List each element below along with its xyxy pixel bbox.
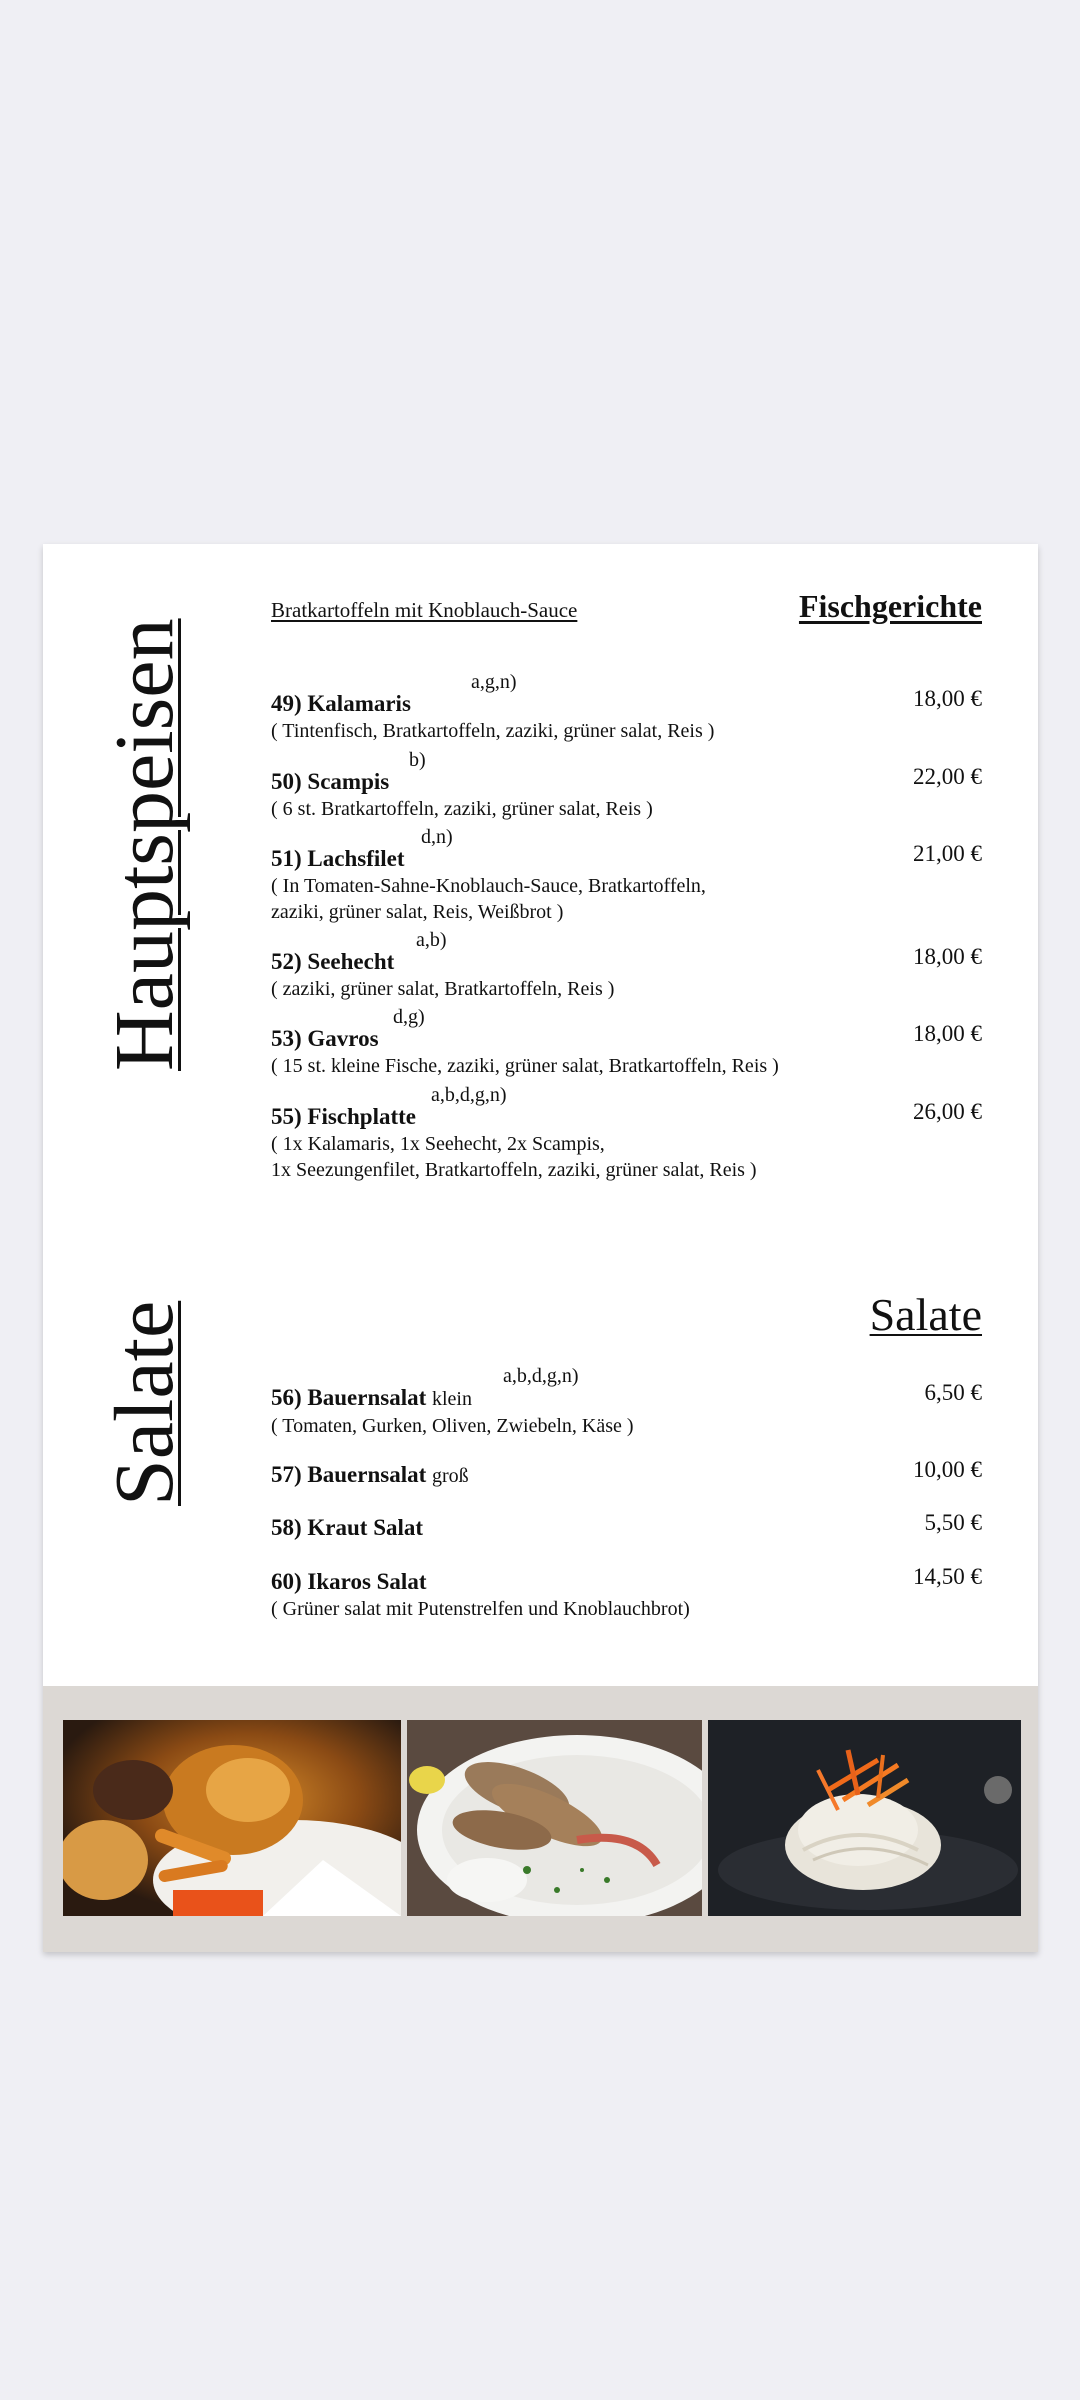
menu-item (271, 749, 982, 822)
item-allergens: a,b,d,g,n) (431, 1084, 507, 1106)
menu-item (271, 1365, 982, 1439)
item-allergens: b) (409, 749, 426, 771)
item-price: 10,00 € (913, 1457, 982, 1482)
item-description: ( 1x Kalamaris, 1x Seehecht, 2x Scampis, 1x Seezungenfilet, Bratkartoffeln, zaziki, grüner salat, Reis ) (271, 1133, 757, 1181)
item-description: ( 15 st. kleine Fische, zaziki, grüner salat, Bratkartoffeln, Reis ) (271, 1055, 779, 1077)
item-allergens: a,b,d,g,n) (503, 1365, 579, 1387)
item-name: 57) Bauernsalat groß (271, 1462, 469, 1487)
item-description: ( In Tomaten-Sahne-Knoblauch-Sauce, Bratkartoffeln, zaziki, grüner salat, Reis, Weißbrot ) (271, 875, 706, 923)
item-price: 5,50 € (924, 1510, 982, 1535)
item-description: ( Tomaten, Gurken, Oliven, Zwiebeln, Käse ) (271, 1415, 634, 1437)
fish-subtitle: Bratkartoffeln mit Knoblauch-Sauce (271, 598, 578, 622)
item-allergens: d,n) (421, 826, 453, 848)
item-name: 55) Fischplatte a,b,d,g,n) (271, 1103, 982, 1131)
item-price: 18,00 € (913, 944, 982, 969)
item-name: 51) Lachsfilet d,n) (271, 845, 982, 873)
fried-fish-photo (63, 1720, 401, 1916)
item-name: 49) Kalamaris a,g,n) (271, 690, 982, 718)
menu-item (271, 1564, 982, 1622)
item-name: 58) Kraut Salat (271, 1515, 424, 1540)
salad-section-heading: Salate (869, 1289, 982, 1340)
item-name: 52) Seehecht a,b) (271, 948, 982, 976)
item-price: 21,00 € (913, 841, 982, 866)
item-size: klein (432, 1388, 472, 1410)
menu-page (43, 544, 1038, 1952)
cabbage-salad-photo (708, 1720, 1021, 1916)
grilled-fish-plate-photo (407, 1720, 702, 1916)
item-allergens: d,g) (393, 1006, 425, 1028)
item-price: 26,00 € (913, 1099, 982, 1124)
photo-band (43, 1686, 1038, 1952)
fish-section-heading: Fischgerichte (798, 588, 982, 624)
menu-item (271, 929, 982, 1002)
menu-item (271, 826, 982, 925)
item-price: 14,50 € (913, 1564, 982, 1589)
item-name: 50) Scampis b) (271, 768, 982, 796)
item-name: 60) Ikaros Salat (271, 1569, 427, 1594)
item-description: ( zaziki, grüner salat, Bratkartoffeln, Reis ) (271, 978, 615, 1000)
item-description: ( 6 st. Bratkartoffeln, zaziki, grüner salat, Reis ) (271, 798, 653, 820)
item-price: 22,00 € (913, 764, 982, 789)
menu-item (271, 1006, 982, 1079)
side-title-salate: Salate (98, 1300, 191, 1506)
menu-item (271, 1510, 982, 1542)
item-allergens: a,b) (416, 929, 447, 951)
item-description: ( Grüner salat mit Putenstrelfen und Knoblauchbrot) (271, 1598, 690, 1620)
item-name: 56) Bauernsalat klein a,b,d,g,n) (271, 1384, 982, 1413)
item-size: groß (432, 1465, 469, 1487)
item-description: ( Tintenfisch, Bratkartoffeln, zaziki, grüner salat, Reis ) (271, 720, 715, 742)
menu-item (271, 1457, 982, 1490)
menu-item (271, 671, 982, 744)
menu-item (271, 1084, 982, 1183)
item-price: 6,50 € (924, 1380, 982, 1405)
item-price: 18,00 € (913, 1021, 982, 1046)
side-title-hauptspeisen: Hauptspeisen (98, 618, 191, 1071)
item-allergens: a,g,n) (471, 671, 517, 693)
item-price: 18,00 € (913, 686, 982, 711)
item-name: 53) Gavros d,g) (271, 1025, 982, 1053)
